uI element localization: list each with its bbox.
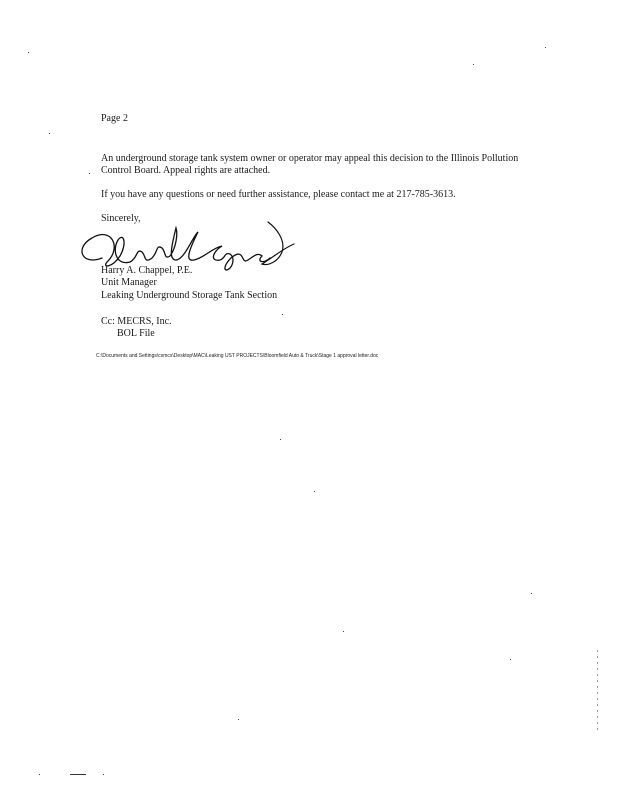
scan-speck: [314, 491, 315, 492]
page-number-label: Page 2: [101, 113, 128, 124]
signer-title: Unit Manager: [101, 277, 157, 288]
file-path-footer: C:\Documents and Settings\cxmcs\Desktop\MAC\Leaking UST PROJECTS\Bloomfield Auto & Truck\Stage 1 approval letter.doc: [96, 353, 379, 359]
scan-speck: [28, 52, 29, 53]
scan-speck: [282, 314, 283, 315]
closing-salutation: Sincerely,: [101, 213, 141, 224]
scan-speck: [49, 133, 50, 134]
scan-speck: [545, 47, 546, 48]
cc-line-1: Cc: MECRS, Inc.: [101, 316, 172, 327]
contact-paragraph: If you have any questions or need further assistance, please contact me at 217-785-3613.: [101, 189, 456, 200]
scan-speck: [473, 64, 474, 65]
scan-speck: [531, 593, 532, 594]
scan-dash-mark: [70, 774, 86, 775]
appeal-paragraph: An underground storage tank system owner or operator may appeal this decision to the Illinois Pollution Control Board. Appeal rights are attached.: [101, 153, 519, 176]
scan-edge-mark: [597, 650, 598, 730]
scan-speck: [89, 173, 90, 174]
scan-speck: [103, 774, 104, 775]
signer-section: Leaking Underground Storage Tank Section: [101, 290, 278, 301]
scan-speck: [238, 719, 239, 720]
scan-speck: [343, 631, 344, 632]
cc-line-2: BOL File: [117, 328, 155, 339]
signer-name: Harry A. Chappel, P.E.: [101, 265, 193, 276]
scan-speck: [510, 659, 511, 660]
scan-speck: [280, 439, 281, 440]
scan-speck: [39, 774, 40, 775]
